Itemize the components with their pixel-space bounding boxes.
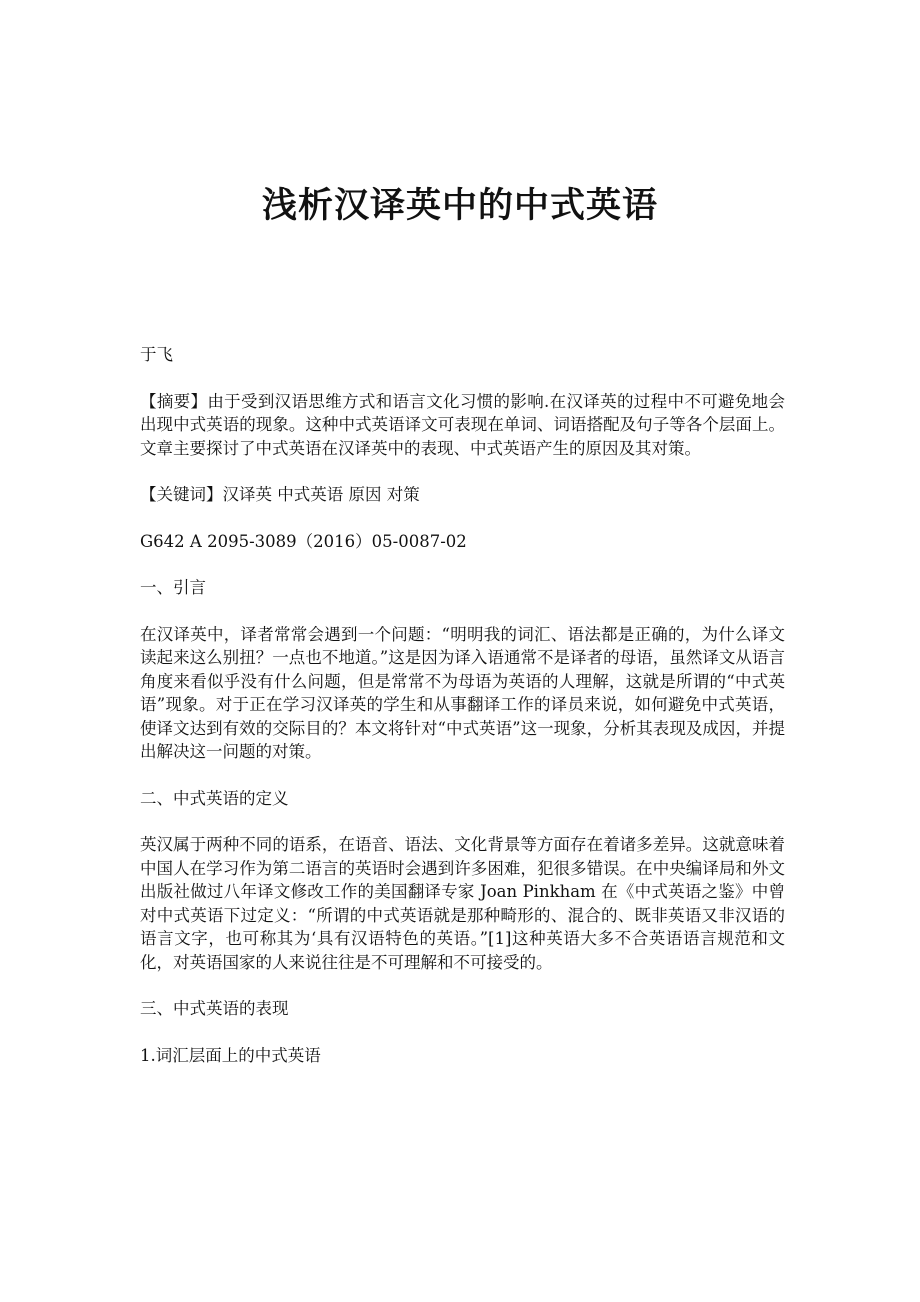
section-heading-manifestation: 三、中式英语的表现	[140, 999, 289, 1018]
section-heading-definition: 二、中式英语的定义	[140, 788, 289, 808]
section-heading-intro: 一、引言	[140, 578, 206, 597]
abstract-paragraph: 【摘要】由于受到汉语思维方式和语言文化习惯的影响.在汉译英的过程中不可避免地会出现中式英语的现象。这种中式英语译文可表现在单词、词语搭配及句子等各个层面上。文章主要探讨了中式英语在汉译英中的表现、中式英语产生的原因及其对策。	[140, 391, 785, 458]
keywords-line: 【关键词】汉译英 中式英语 原因 对策	[140, 485, 420, 504]
definition-paragraph: 英汉属于两种不同的语系，在语音、语法、文化背景等方面存在着诸多差异。这就意味着中国人在学习作为第二语言的英语时会遇到许多困难，犯很多错误。在中央编译局和外文出版社做过八年译文修改工作的美国翻译专家 Joan Pinkham 在《中式英语之鉴》中曾对中式英语下过定义：“所谓的中式英语就是那种畸形的、混合的、既非英语又非汉语的语言文字，也可称其为‘具有汉语特色的英语。”[1]这种英语大多不合英语语言规范和文化，对英语国家的人来说往往是不可理解和不可接受的。	[140, 835, 785, 972]
classification-line: G642 A 2095-3089（2016）05-0087-02	[140, 531, 467, 551]
author-name: 于飞	[140, 345, 173, 364]
paper-title: 浅析汉译英中的中式英语	[261, 185, 658, 226]
paper-body	[140, 343, 785, 1090]
intro-paragraph: 在汉译英中，译者常常会遇到一个问题：“明明我的词汇、语法都是正确的，为什么译文读起来这么别扭？一点也不地道。”这是因为译入语通常不是译者的母语，虽然译文从语言角度来看似乎没有什么问题，但是常常不为母语为英语的人理解，这就是所谓的“中式英语”现象。对于正在学习汉译英的学生和从事翻译工作的译员来说，如何避免中式英语，使译文达到有效的交际目的？本文将针对“中式英语”这一现象，分析其表现及成因，并提出解决这一问题的对策。	[140, 624, 785, 761]
subsection-heading-lexical: 1.词汇层面上的中式英语	[140, 1045, 321, 1065]
